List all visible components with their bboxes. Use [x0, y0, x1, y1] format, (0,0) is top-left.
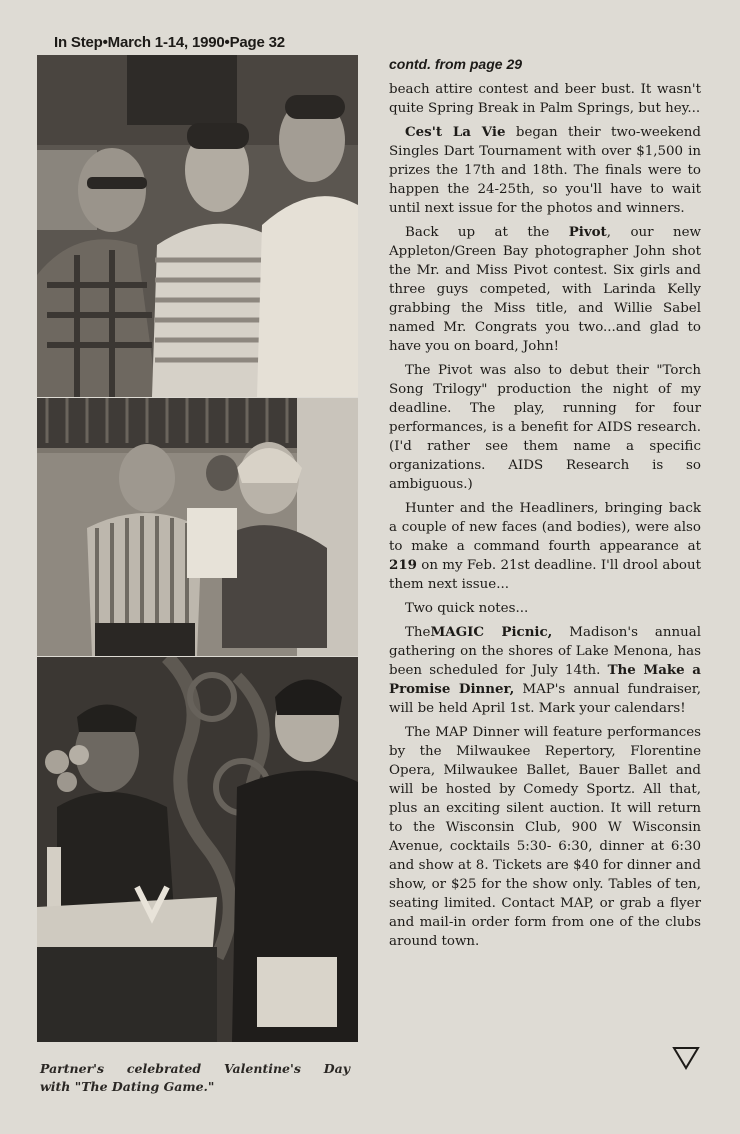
paragraph-3 — [389, 223, 701, 356]
paragraph-8: The MAP Dinner will feature performances by the Milwaukee Repertory, Florentine Opera, Milwaukee Ballet, Bauer Ballet and will be hosted by Comedy Sportz. All that, plus an exciting silent auction. It will return to the Wisconsin Club, 900 W Wisconsin Avenue, cocktails 5:30- 6:30, dinner at 6:30 and show at 8. Tickets are $40 for dinner and show, or $25 for the show only. Tables of ten, seating limited. Contact MAP, or grab a flyer and mail-in order form from one of the clubs around town. — [389, 725, 701, 949]
paragraph-7-text-c: MAP's annual fundraiser, will be held April 1st. Mark your calendars! — [389, 682, 701, 716]
article-column — [389, 55, 701, 956]
photo-stage-group — [37, 398, 358, 656]
paragraph-2-text: began their two-weekend Singles Dart Tournament with over $1,500 in prizes the 17th and 18th. The finals were to happen the 24-25th, so you'll have to wait until next issue for the photos and winners. — [389, 125, 701, 216]
venue-name-pivot: Pivot — [568, 224, 607, 240]
caption-line-2: with "The Dating Game." — [40, 1079, 215, 1094]
paragraph-5-text-a: Hunter and the Headliners, bringing back a couple of new faces (and bodies), were also to make a command fourth appearance at — [389, 501, 701, 554]
paragraph-6: Two quick notes... — [405, 601, 529, 616]
paragraph-7-text-a: The — [405, 625, 431, 640]
paragraph-2 — [389, 123, 701, 218]
venue-name-219: 219 — [389, 557, 417, 573]
photo-three-men-image — [37, 55, 358, 397]
photo-caption — [40, 1060, 350, 1096]
continued-from-label: contd. from page 29 — [389, 56, 523, 72]
photo-three-men — [37, 55, 358, 397]
paragraph-1: beach attire contest and beer bust. It wasn't quite Spring Break in Palm Springs, but hey... — [389, 82, 701, 116]
photo-stage-group-image — [37, 398, 358, 656]
photo-dating-game-image — [37, 657, 358, 1042]
paragraph-3-text-b: , our new Appleton/Green Bay photographer John shot the Mr. and Miss Pivot contest. Six girls and three guys competed, with Larinda Kelly grabbing the Miss title, and Willie Sabel named Mr. Congrats you two...and glad to have you on board, John! — [389, 225, 701, 354]
paragraph-4: The Pivot was also to debut their "Torch Song Trilogy" production the night of my deadline. The play, running for four performances, is a benefit for AIDS research.(I'd rather see them name a specific organizations. AIDS Research is so ambiguous.) — [389, 363, 701, 492]
paragraph-7-text-b: Madison's annual gathering on the shores of Lake Menona, has been scheduled for July 14th. — [389, 625, 701, 678]
paragraph-5 — [389, 499, 701, 594]
event-name-magic-picnic: MAGIC Picnic, — [430, 624, 553, 640]
page-header: In Step•March 1-14, 1990•Page 32 — [54, 34, 285, 51]
photo-dating-game — [37, 657, 358, 1042]
event-name-make-a-promise-dinner: The Make a Promise Dinner, — [389, 662, 701, 697]
paragraph-5-text-b: on my Feb. 21st deadline. I'll drool about them next issue... — [389, 558, 701, 592]
paragraph-7 — [389, 623, 701, 718]
paragraph-3-text-a: Back up at the — [405, 225, 569, 240]
caption-line-1: Partner's celebrated Valentine's Day — [40, 1061, 350, 1076]
venue-name-ces-t-la-vie: Ces't La Vie — [405, 124, 506, 140]
down-triangle-icon — [672, 1046, 700, 1070]
